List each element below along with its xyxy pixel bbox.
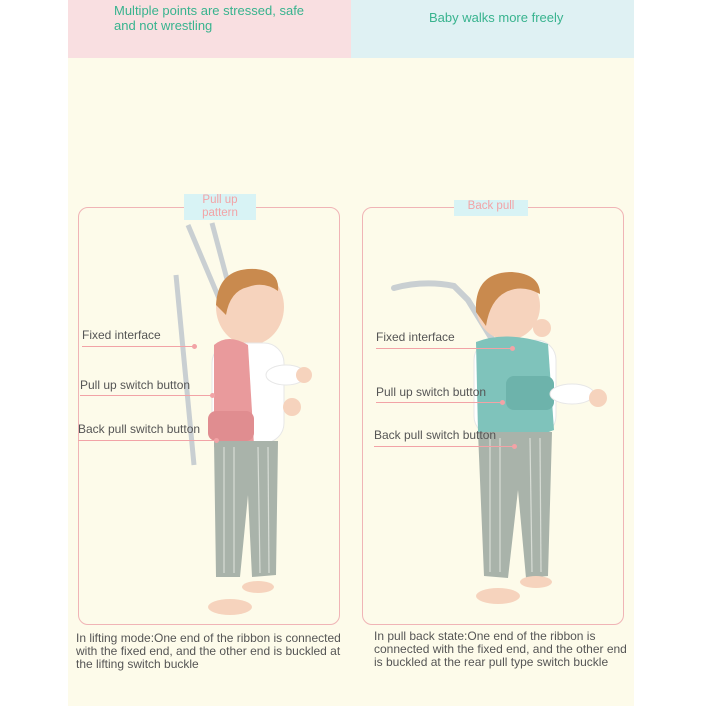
right-leader-fixed-interface (376, 348, 512, 349)
right-label-back-pull-switch: Back pull switch button (374, 428, 497, 442)
left-dot-pull-up-switch (210, 393, 215, 398)
left-dot-fixed-interface (192, 344, 197, 349)
left-leader-fixed-interface (82, 346, 194, 347)
left-label-pull-up-switch: Pull up switch button (80, 378, 191, 392)
left-label-back-pull-switch: Back pull switch button (78, 422, 201, 436)
tag-back-pull: Back pull (454, 200, 528, 216)
baby-teal-harness-illustration (394, 270, 624, 615)
banner-right (351, 0, 634, 58)
right-dot-back-pull-switch (512, 444, 517, 449)
left-label-fixed-interface: Fixed interface (82, 328, 161, 342)
banner-right-text: Baby walks more freely (429, 10, 564, 25)
baby-pink-harness-illustration (168, 215, 338, 625)
left-leader-back-pull-switch (78, 440, 216, 441)
right-dot-pull-up-switch (500, 400, 505, 405)
right-dot-fixed-interface (510, 346, 515, 351)
banner-left (68, 0, 351, 58)
product-canvas (68, 0, 634, 706)
caption-lifting-mode: In lifting mode:One end of the ribbon is connected with the fixed end, and the other end is buckled at the lifting switch buckle (76, 631, 341, 671)
banner-left-text: Multiple points are stressed, safe and not wrestling (114, 3, 305, 33)
right-label-pull-up-switch: Pull up switch button (376, 385, 487, 399)
left-dot-back-pull-switch (214, 438, 219, 443)
tag-pull-up-pattern: Pull up pattern (184, 194, 256, 220)
left-leader-pull-up-switch (80, 395, 212, 396)
caption-pull-back-state: In pull back state:One end of the ribbon is connected with the fixed end, and the other end is buckled at the rear pull type switch buckle (374, 629, 627, 669)
right-label-fixed-interface: Fixed interface (376, 330, 455, 344)
right-leader-pull-up-switch (376, 402, 502, 403)
right-leader-back-pull-switch (374, 446, 514, 447)
